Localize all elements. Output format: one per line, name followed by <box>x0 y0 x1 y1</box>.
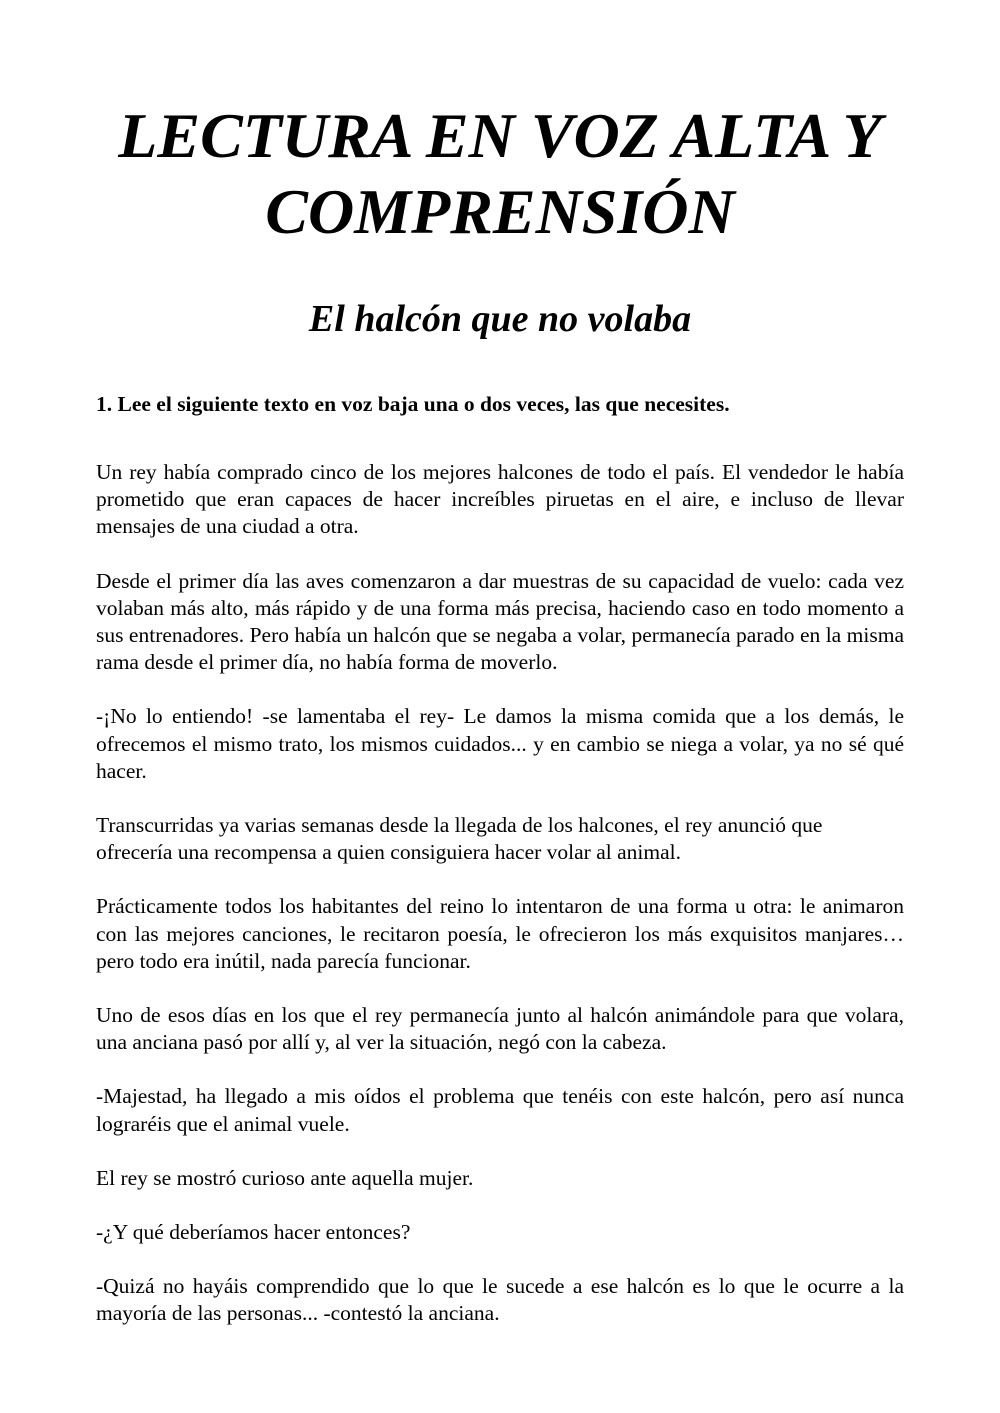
story-paragraph: -¿Y qué deberíamos hacer entonces? <box>96 1220 411 1245</box>
instruction-heading: 1. Lee el siguiente texto en voz baja una o dos veces, las que necesites. <box>96 392 730 416</box>
story-paragraph: Uno de esos días en los que el rey permanecía junto al halcón animándole para que volara, una anciana pasó por allí y, al ver la situación, negó con la cabeza. <box>96 1003 904 1055</box>
story-paragraph: -¡No lo entiendo! -se lamentaba el rey- Le damos la misma comida que a los demás, le ofrecemos el mismo trato, los mismos cuidados... y en cambio se niega a volar, ya no sé qué hacer. <box>96 704 904 783</box>
story-paragraph: Desde el primer día las aves comenzaron a dar muestras de su capacidad de vuelo: cada vez volaban más alto, más rápido y de una forma más precisa, haciendo caso en todo momento a sus entrenadores. Pero había un halcón que se negaba a volar, permanecía parado en la misma rama desde el primer día, no había forma de moverlo. <box>96 568 904 675</box>
title-line-1: LECTURA EN VOZ ALTA Y <box>118 100 882 171</box>
story-paragraph: -Majestad, ha llegado a mis oídos el problema que tenéis con este halcón, pero así nunca lograréis que el animal vuele. <box>96 1084 904 1136</box>
page-title <box>0 98 1000 250</box>
story-paragraph: -Quizá no hayáis comprendido que lo que le sucede a ese halcón es lo que le ocurre a la mayoría de las personas... -contestó la anciana. <box>96 1274 904 1326</box>
story-body <box>96 459 904 1355</box>
story-title: El halcón que no volaba <box>308 298 692 340</box>
story-paragraph: Un rey había comprado cinco de los mejores halcones de todo el país. El vendedor le había prometido que eran capaces de hacer increíbles piruetas en el aire, e incluso de llevar mensajes de una ciudad a otra. <box>96 460 904 539</box>
story-paragraph: El rey se mostró curioso ante aquella mujer. <box>96 1165 474 1190</box>
title-line-2: COMPRENSIÓN <box>265 176 735 247</box>
story-paragraph: Prácticamente todos los habitantes del reino lo intentaron de una forma u otra: le animaron con las mejores canciones, le recitaron poesía, le ofrecieron los más exquisitos manjares… pero todo era inútil, nada parecía funcionar. <box>96 894 904 973</box>
story-paragraph: Transcurridas ya varias semanas desde la llegada de los halcones, el rey anunció que ofrecería una recompensa a quien consiguiera hacer volar al animal. <box>96 813 823 865</box>
